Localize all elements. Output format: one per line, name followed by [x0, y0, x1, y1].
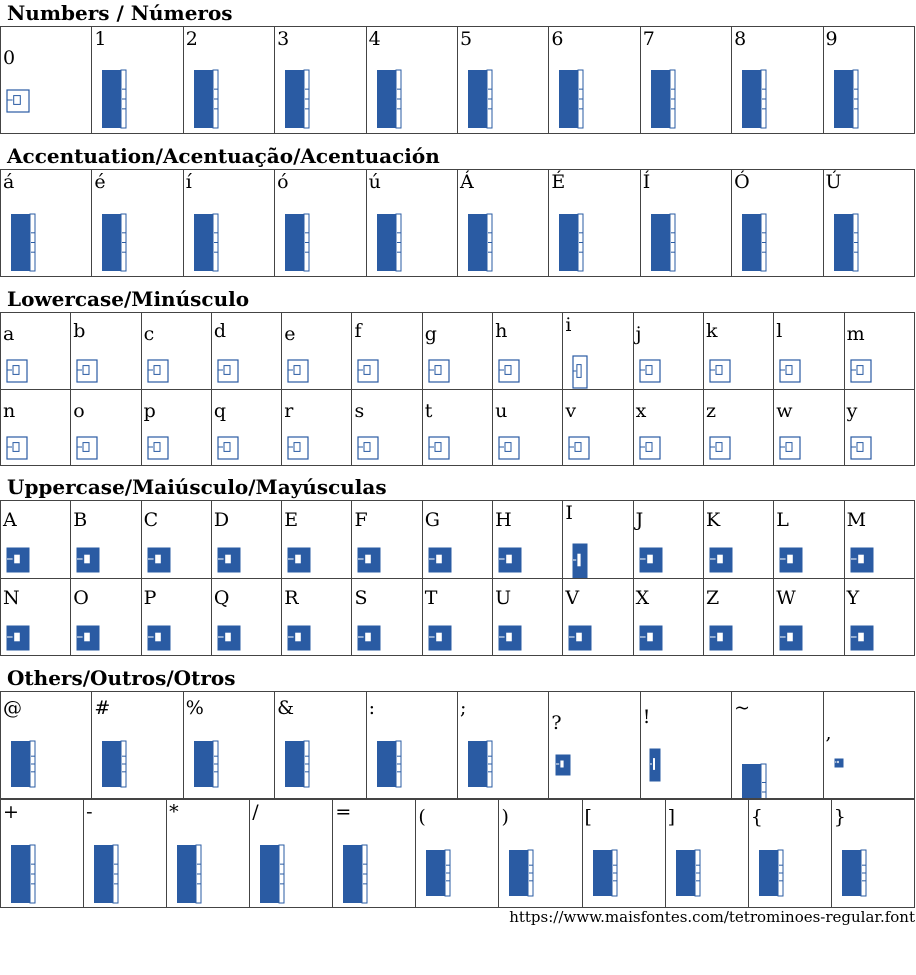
glyph-cell	[703, 313, 773, 390]
section-title-uppercase: Uppercase/Maiúsculo/Mayúsculas	[7, 475, 387, 499]
glyph-char-label: I	[565, 502, 573, 524]
glyph-cell	[633, 313, 703, 390]
glyph-char-label: V	[565, 586, 580, 609]
glyph-char-label: }	[833, 806, 846, 828]
glyph-char-label: X	[635, 586, 650, 609]
glyph-char-label: Í	[642, 171, 651, 193]
glyph-cell	[499, 800, 582, 908]
glyph-char-label: &	[277, 697, 295, 719]
glyph-char-label: W	[776, 586, 796, 609]
glyph-char-label: Á	[459, 171, 474, 193]
glyph-char-label: 2	[185, 28, 198, 50]
glyph-char-label: í	[185, 171, 192, 193]
glyph-cell	[493, 501, 563, 579]
glyph-cell	[352, 501, 422, 579]
glyph-char-label: 6	[551, 28, 564, 50]
glyph-char-label: y	[846, 399, 858, 422]
glyph-cell	[141, 501, 211, 579]
glyph-cell	[563, 501, 633, 579]
glyph-char-label: %	[185, 697, 204, 719]
glyph-cell	[422, 389, 492, 466]
others-grid-row1	[0, 691, 915, 799]
glyph-char-label: É	[551, 171, 566, 193]
glyph-char-label: 1	[94, 28, 107, 50]
glyph-char-label: x	[635, 399, 647, 422]
glyph-cell	[732, 170, 823, 277]
glyph-char-label: D	[213, 509, 230, 531]
glyph-char-label: (	[418, 806, 426, 828]
glyph-char-label: )	[501, 806, 509, 828]
glyph-cell	[823, 27, 914, 134]
glyph-char-label: E	[284, 509, 299, 531]
glyph-cell	[457, 27, 548, 134]
glyph-char-label: P	[143, 586, 157, 609]
glyph-cell	[582, 800, 665, 908]
glyph-char-label: ?	[551, 712, 562, 734]
glyph-char-label: O	[73, 586, 89, 609]
glyph-cell	[823, 692, 914, 799]
glyph-cell	[823, 170, 914, 277]
glyph-cell	[141, 313, 211, 390]
glyph-char-label: Y	[846, 586, 860, 609]
glyph-cell	[141, 578, 211, 656]
glyph-char-label: S	[354, 586, 368, 609]
glyph-char-label: 8	[734, 28, 747, 50]
uppercase-grid	[0, 500, 915, 656]
glyph-char-label: k	[705, 320, 718, 342]
glyph-char-label: A	[3, 509, 17, 531]
glyph-char-label: H	[495, 509, 512, 531]
glyph-cell	[549, 692, 640, 799]
glyph-cell	[71, 389, 141, 466]
glyph-char-label: +	[3, 801, 19, 823]
glyph-char-label: 9	[825, 28, 838, 50]
glyph-cell	[703, 501, 773, 579]
glyph-cell	[703, 389, 773, 466]
lowercase-grid	[0, 312, 915, 466]
glyph-cell	[211, 578, 281, 656]
glyph-cell	[183, 170, 274, 277]
glyph-cell	[748, 800, 831, 908]
section-title-others: Others/Outros/Otros	[7, 666, 236, 690]
glyph-char-label: 5	[459, 28, 473, 50]
glyph-cell	[640, 170, 731, 277]
glyph-cell	[1, 389, 71, 466]
glyph-cell	[282, 389, 352, 466]
glyph-cell	[275, 27, 366, 134]
glyph-cell	[352, 313, 422, 390]
glyph-char-label: :	[368, 697, 375, 719]
glyph-cell	[563, 578, 633, 656]
glyph-cell	[167, 800, 250, 908]
glyph-char-label: i	[565, 314, 572, 336]
glyph-char-label: {	[750, 806, 763, 828]
glyph-cell	[366, 27, 457, 134]
glyph-cell	[549, 170, 640, 277]
glyph-cell	[665, 800, 748, 908]
glyph-char-label: M	[846, 509, 867, 531]
glyph-char-label: T	[424, 586, 438, 609]
glyph-char-label: z	[705, 399, 716, 422]
glyph-cell	[831, 800, 914, 908]
glyph-char-label: c	[143, 323, 155, 345]
glyph-cell	[774, 501, 844, 579]
glyph-char-label: ~	[734, 697, 751, 719]
glyph-char-label: o	[73, 399, 85, 422]
section-title-numbers: Numbers / Números	[7, 1, 233, 25]
glyph-char-label: F	[354, 509, 368, 531]
glyph-char-label: w	[776, 399, 793, 422]
glyph-char-label: á	[3, 171, 15, 193]
section-title-accentuation: Accentuation/Acentuação/Acentuación	[7, 144, 440, 168]
glyph-cell	[1, 313, 71, 390]
glyph-cell	[1, 27, 92, 134]
glyph-cell	[633, 578, 703, 656]
glyph-cell	[844, 313, 914, 390]
glyph-cell	[844, 389, 914, 466]
glyph-char-label: ]	[667, 806, 676, 828]
glyph-cell	[1, 501, 71, 579]
glyph-cell	[633, 501, 703, 579]
glyph-char-label: b	[73, 320, 86, 342]
glyph-char-label: U	[495, 586, 512, 609]
footer-url[interactable]: https://www.maisfontes.com/tetrominoes-regular.font	[509, 908, 915, 926]
glyph-cell	[211, 313, 281, 390]
glyph-cell	[211, 501, 281, 579]
glyph-char-label: r	[284, 399, 294, 422]
glyph-cell	[493, 389, 563, 466]
glyph-char-label: =	[335, 801, 352, 823]
glyph-cell	[732, 692, 823, 799]
glyph-cell	[774, 389, 844, 466]
glyph-char-label: s	[354, 399, 365, 422]
glyph-cell	[422, 501, 492, 579]
glyph-cell	[1, 800, 84, 908]
glyph-cell	[275, 692, 366, 799]
glyph-cell	[563, 313, 633, 390]
glyph-cell	[92, 170, 183, 277]
glyph-cell	[71, 501, 141, 579]
glyph-char-label: f	[354, 320, 362, 342]
glyph-char-label: 4	[368, 28, 381, 50]
glyph-char-label: !	[642, 706, 651, 728]
glyph-cell	[84, 800, 167, 908]
glyph-cell	[1, 170, 92, 277]
glyph-cell	[275, 170, 366, 277]
glyph-char-label: -	[86, 801, 93, 823]
glyph-char-label: ,	[825, 722, 832, 744]
glyph-char-label: h	[495, 320, 508, 342]
glyph-cell	[457, 170, 548, 277]
glyph-char-label: N	[3, 586, 20, 609]
glyph-cell	[640, 692, 731, 799]
glyph-char-label: C	[143, 509, 159, 531]
glyph-cell	[1, 692, 92, 799]
glyph-cell	[352, 578, 422, 656]
glyph-char-label: Ó	[734, 171, 750, 193]
glyph-char-label: G	[424, 509, 440, 531]
glyph-char-label: 7	[642, 28, 655, 50]
glyph-char-label: J	[635, 509, 644, 531]
glyph-cell	[422, 313, 492, 390]
section-title-lowercase: Lowercase/Minúsculo	[7, 287, 250, 311]
glyph-char-label: /	[252, 801, 259, 823]
glyph-cell	[366, 692, 457, 799]
glyph-char-label: 0	[3, 47, 16, 69]
glyph-cell	[493, 578, 563, 656]
glyph-cell	[640, 27, 731, 134]
glyph-cell	[333, 800, 416, 908]
glyph-cell	[282, 578, 352, 656]
glyph-char-label: Q	[213, 586, 230, 609]
glyph-char-label: L	[776, 509, 789, 531]
glyph-cell	[282, 501, 352, 579]
glyph-cell	[282, 313, 352, 390]
glyph-char-label: t	[424, 399, 433, 422]
glyph-char-label: ó	[277, 171, 289, 193]
glyph-char-label: [	[584, 806, 592, 828]
glyph-char-label: e	[284, 323, 296, 345]
glyph-char-label: *	[169, 801, 179, 823]
glyph-char-label: é	[94, 171, 106, 193]
glyph-cell	[250, 800, 333, 908]
glyph-cell	[183, 692, 274, 799]
glyph-char-label: l	[776, 320, 783, 342]
glyph-cell	[457, 692, 548, 799]
glyph-char-label: 3	[277, 28, 290, 50]
glyph-cell	[549, 27, 640, 134]
glyph-char-label: p	[143, 399, 156, 422]
accentuation-grid	[0, 169, 915, 277]
glyph-cell	[774, 313, 844, 390]
glyph-char-label: ú	[368, 171, 381, 193]
numbers-grid	[0, 26, 915, 134]
glyph-cell	[844, 578, 914, 656]
glyph-cell	[774, 578, 844, 656]
glyph-cell	[92, 692, 183, 799]
glyph-char-label: u	[495, 399, 508, 422]
glyph-char-label: ;	[459, 697, 467, 719]
glyph-char-label: @	[3, 697, 22, 719]
glyph-char-label: n	[3, 399, 16, 422]
glyph-char-label: R	[284, 586, 299, 609]
glyph-char-label: j	[635, 323, 642, 345]
glyph-char-label: a	[3, 323, 15, 345]
glyph-cell	[141, 389, 211, 466]
glyph-char-label: q	[213, 399, 227, 422]
glyph-char-label: Z	[705, 586, 720, 609]
glyph-cell	[92, 27, 183, 134]
glyph-cell	[352, 389, 422, 466]
glyph-cell	[416, 800, 499, 908]
glyph-char-label: K	[705, 509, 721, 531]
others-grid-row2	[0, 799, 915, 908]
glyph-cell	[844, 501, 914, 579]
glyph-char-label: m	[846, 323, 865, 345]
glyph-cell	[71, 313, 141, 390]
glyph-cell	[183, 27, 274, 134]
glyph-cell	[732, 27, 823, 134]
glyph-cell	[703, 578, 773, 656]
glyph-char-label: B	[73, 509, 88, 531]
glyph-cell	[71, 578, 141, 656]
glyph-cell	[366, 170, 457, 277]
glyph-cell	[633, 389, 703, 466]
glyph-char-label: g	[424, 323, 437, 345]
glyph-char-label: v	[565, 399, 577, 422]
glyph-cell	[422, 578, 492, 656]
glyph-cell	[1, 578, 71, 656]
glyph-char-label: Ú	[825, 171, 842, 193]
glyph-cell	[563, 389, 633, 466]
glyph-char-label: d	[213, 320, 227, 342]
glyph-cell	[211, 389, 281, 466]
glyph-char-label: #	[94, 697, 111, 719]
glyph-cell	[493, 313, 563, 390]
